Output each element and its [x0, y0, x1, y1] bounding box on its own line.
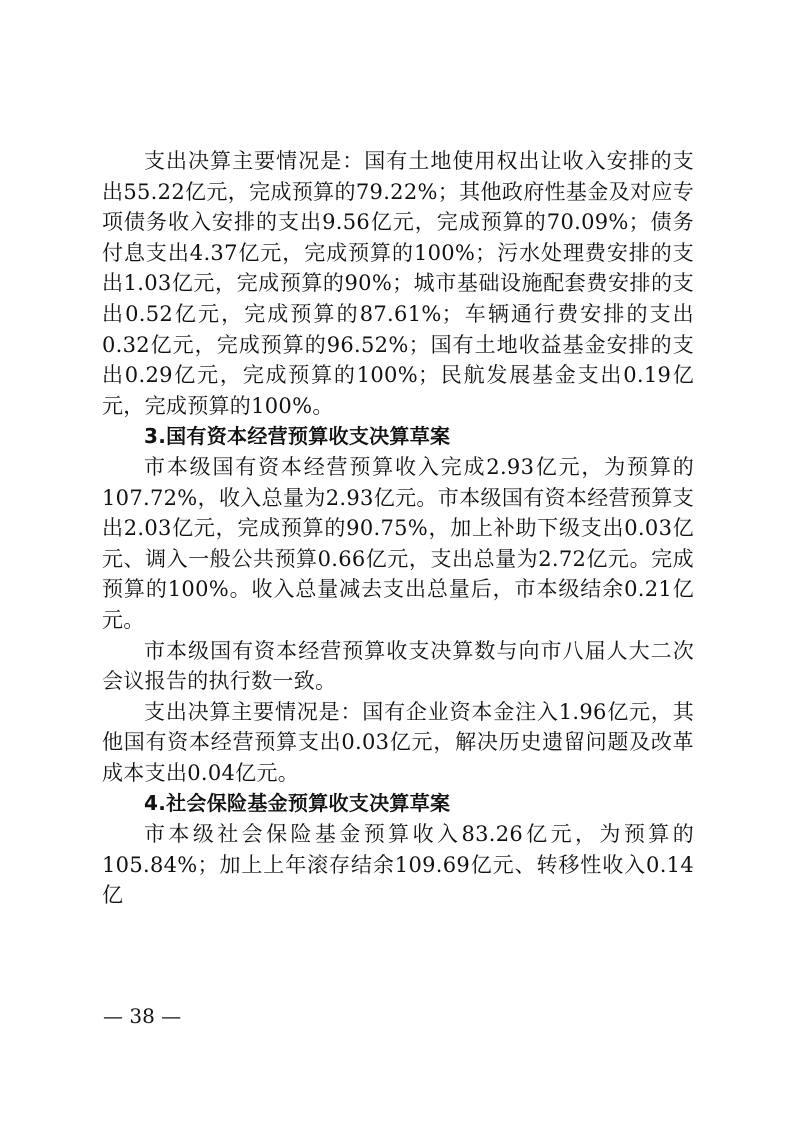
section-heading-social-insurance: 4.社会保险基金预算收支决算草案 — [144, 791, 451, 816]
paragraph-state-capital-consistency: 市本级国有资本经营预算收支决算数与向市八届人大二次会议报告的执行数一致。 — [102, 638, 694, 694]
document-body — [102, 146, 694, 911]
paragraph-state-capital-expenditure: 支出决算主要情况是：国有企业资本金注入1.96亿元，其他国有资本经营预算支出0.03亿元，解决历史遗留问题及改革成本支出0.04亿元。 — [102, 699, 694, 785]
paragraph-social-insurance-revenue: 市本级社会保险基金预算收入83.26亿元，为预算的105.84%；加上上年滚存结余109.69亿元、转移性收入0.14亿 — [102, 822, 694, 908]
paragraph-state-capital-revenue: 市本级国有资本经营预算收入完成2.93亿元，为预算的107.72%，收入总量为2.93亿元。市本级国有资本经营预算支出2.03亿元，完成预算的90.75%，加上补助下级支出0.03亿元、调入一般公共预算0.66亿元，支出总量为2.72亿元。完成预算的100%。收入总量减去支出总量后，市本级结余0.21亿元。 — [102, 454, 694, 632]
page-number: — 38 — — [103, 1004, 182, 1028]
section-heading-state-capital: 3.国有资本经营预算收支决算草案 — [144, 424, 451, 449]
paragraph-expenditure-summary: 支出决算主要情况是：国有土地使用权出让收入安排的支出55.22亿元，完成预算的79.22%；其他政府性基金及对应专项债务收入安排的支出9.56亿元，完成预算的70.09%；债务付息支出4.37亿元，完成预算的100%；污水处理费安排的支出1.03亿元，完成预算的90%；城市基础设施配套费安排的支出0.52亿元，完成预算的87.61%；车辆通行费安排的支出0.32亿元，完成预算的96.52%；国有土地收益基金安排的支出0.29亿元，完成预算的100%；民航发展基金支出0.19亿元，完成预算的100%。 — [102, 149, 694, 418]
